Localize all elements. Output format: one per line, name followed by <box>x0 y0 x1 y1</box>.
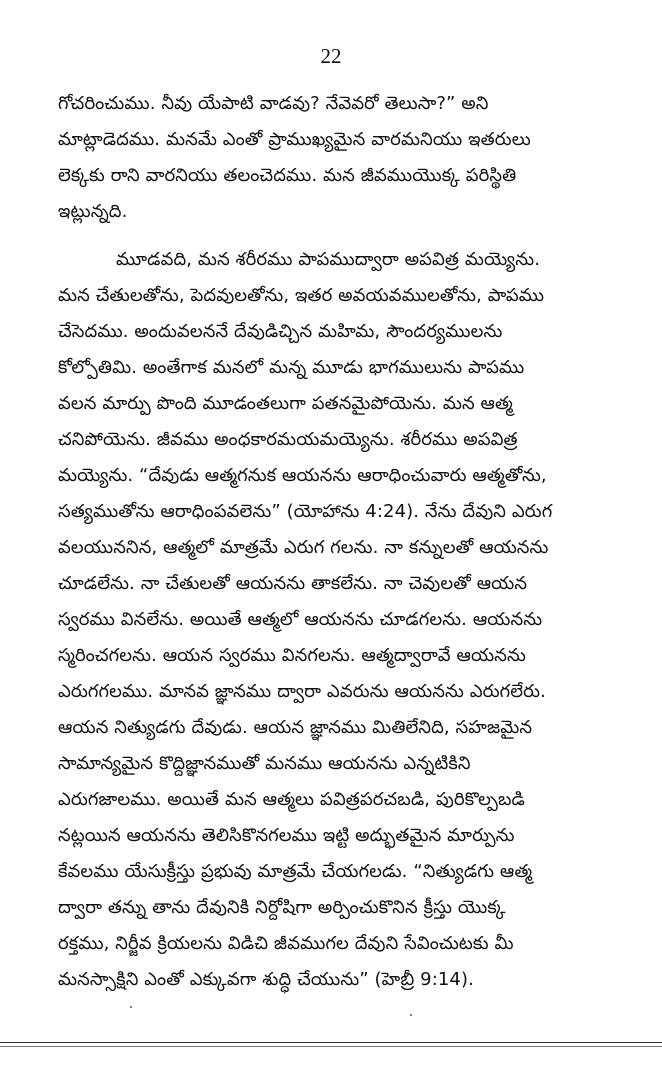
page-number: 22 <box>320 44 342 68</box>
text-line: చూడలేను. నా చేతులతో ఆయనను తాకలేను. నా చెవులతో ఆయన <box>58 573 528 594</box>
page-bottom-edge <box>0 1042 662 1043</box>
scan-speck <box>410 1014 412 1016</box>
page-bottom-edge-shadow <box>0 1046 662 1047</box>
scan-speck <box>130 1006 132 1008</box>
text-line: సామాన్యమైన కొద్దిజ్ఞానముతో మనము ఆయనను ఎన్నటికిని <box>58 753 471 774</box>
text-line: మాట్లాడెదము. మనమే ఎంతో ప్రాముఖ్యమైన వారమనియు ఇతరులు <box>58 129 531 150</box>
text-line: గోచరించుము. నీవు యేపాటి వాడవు? నేవెవరో తెలుసా?” అని <box>58 93 489 114</box>
text-line: స్మరించగలను. ఆయన స్వరము వినగలను. ఆత్మద్వారావే ఆయనను <box>58 645 526 666</box>
text-line: మన చేతులతోను, పెదవులతోను, ఇతర అవయవములతోను, పాపము <box>58 285 545 306</box>
text-line: వలయుననిన, ఆత్మలో మాత్రమే ఎరుగ గలను. నా కన్నులతో ఆయనను <box>58 537 549 558</box>
text-line: ఎరుగగలము. మానవ జ్ఞానము ద్వారా ఎవరును ఆయనను ఎరుగలేరు. <box>58 681 546 702</box>
paragraph-1 <box>58 86 588 230</box>
text-line: స్వరము వినలేను. అయితే ఆత్మలో ఆయనను చూడగలను. ఆయనను <box>58 609 543 630</box>
text-line: ఆయన నిత్యుడగు దేవుడు. ఆయన జ్ఞానము మితిలేనిది, సహజమైన <box>58 717 533 738</box>
text-line: కోల్పోతిమి. అంతేగాక మనలో మన్న మూడు భాగములును పాపము <box>58 357 525 378</box>
text-line: రక్తము, నిర్జీవ క్రియలను విడిచి జీవముగల దేవుని సేవించుటకు మీ <box>58 933 514 954</box>
text-line: ద్వారా తన్ను తాను దేవునికి నిర్దోషిగా అర్పించుకొనిన క్రీస్తు యొక్క <box>58 897 506 918</box>
text-line: కేవలము యేసుక్రీస్తు ప్రభువు మాత్రమే చేయగలడు. “నిత్యుడగు ఆత్మ <box>58 861 533 882</box>
text-line: చేసెదము. అందువలననే దేవుడిచ్చిన మహిమ, సౌందర్యములను <box>58 321 503 342</box>
text-line: లెక్కకు రాని వారనియు తలంచెదము. మన జీవముయొక్క పరిస్థితి <box>58 165 517 186</box>
text-line: ఇట్లున్నది. <box>58 201 128 222</box>
text-line: సత్యముతోను ఆరాధింపవలెను” (యోహాను 4:24). నేను దేవుని ఎరుగ <box>58 501 553 522</box>
text-line: వలన మార్పు పొంది మూడంతలుగా పతనమైపోయెను. మన ఆత్మ <box>58 393 513 414</box>
text-line: నట్లయిన ఆయనను తెలిసికొనగలము ఇట్టి అద్భుతమైన మార్పును <box>58 825 515 846</box>
text-line: మూడవది, మన శరీరము పాపముద్వారా అపవిత్ర మయ్యెను. <box>116 249 541 270</box>
text-line: మనస్సాక్షిని ఎంతో ఎక్కువగా శుద్ధి చేయును” (హెబ్రీ 9:14). <box>58 969 474 990</box>
text-line: ఎరుగజాలము. అయితే మన ఆత్మలు పవిత్రపరచబడి, పురికొల్పబడి <box>58 789 525 810</box>
paragraph-2 <box>58 242 588 998</box>
text-line: చనిపోయెను. జీవము అంధకారమయమయ్యెను. శరీరము అపవిత్ర <box>58 429 518 450</box>
text-line: మయ్యెను. “దేవుడు ఆత్మగనుక ఆయనను ఆరాధించువారు ఆత్మతోను, <box>58 465 547 486</box>
